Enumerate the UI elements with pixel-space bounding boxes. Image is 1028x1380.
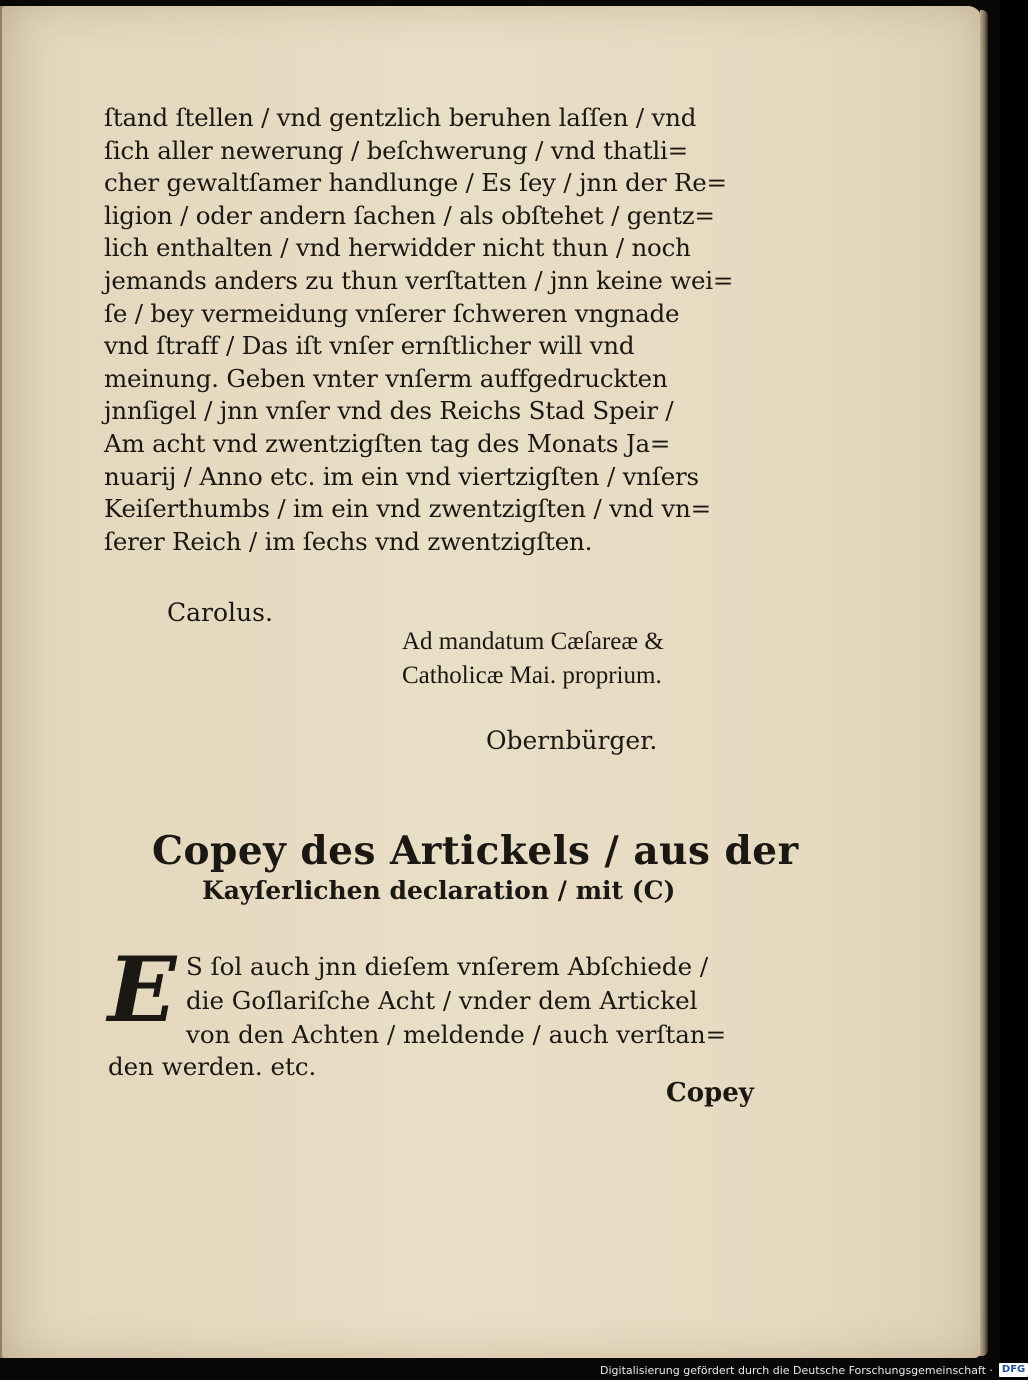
body-line: ſe / bey vermeidung vnſerer ſchweren vngnade	[104, 298, 680, 328]
paragraph-line: S ſol auch jnn dieſem vnſerem Abſchiede /	[186, 952, 709, 981]
body-line: vnd ſtraff / Das iſt vnſer ernſtlicher will vnd	[104, 331, 635, 361]
funding-credit: Digitalisierung gefördert durch die Deutsche Forschungsgemeinschaft ·	[600, 1363, 993, 1377]
body-line: Am acht vnd zwentzigſten tag des Monats Ja=	[104, 428, 671, 458]
paragraph-line: die Goſlariſche Acht / vnder dem Artickel	[186, 986, 698, 1015]
signature-carolus: Carolus.	[167, 598, 273, 627]
body-line: ſich aller newerung / beſchwerung / vnd thatli=	[104, 135, 688, 165]
paragraph-last-line: den werden. etc.	[108, 1052, 317, 1081]
mandate-line-1: Ad mandatum Cæſareæ &	[402, 628, 664, 655]
body-line: jnnſigel / jnn vnſer vnd des Reichs Stad Speir /	[104, 396, 674, 426]
body-line: ſerer Reich / im ſechs vnd zwentzigſten.	[104, 526, 593, 556]
paragraph-line: von den Achten / meldende / auch verſtan=	[186, 1020, 727, 1049]
decorated-initial: E	[107, 937, 177, 1043]
body-line: lich enthalten / vnd herwidder nicht thun / noch	[104, 233, 691, 263]
mandate-line-2: Catholicæ Mai. proprium.	[402, 662, 662, 689]
body-line: ligion / oder andern ſachen / als obſtehet / gentz=	[104, 200, 715, 230]
paragraph	[186, 950, 726, 1052]
body-line: ſtand ſtellen / vnd gentzlich beruhen laſſen / vnd	[104, 103, 697, 132]
body-line: meinung. Geben vnter vnſerm auffgedruckten	[104, 363, 668, 393]
body-text	[104, 102, 764, 558]
body-line: jemands anders zu thun verſtatten / jnn keine wei=	[104, 265, 734, 295]
dfg-logo-icon: DFG	[999, 1363, 1028, 1377]
catchword: Copey	[666, 1078, 754, 1108]
body-line: Keiſerthumbs / im ein vnd zwentzigſten / vnd vn=	[104, 494, 711, 524]
footer	[600, 1361, 1028, 1379]
book-page	[2, 6, 982, 1358]
signature-obernburger: Obernbürger.	[486, 726, 658, 755]
section-heading: Copey des Artickels / aus der	[152, 828, 799, 874]
page-edge	[980, 10, 988, 1356]
body-line: nuarij / Anno etc. im ein vnd viertzigſten / vnſers	[104, 461, 699, 491]
body-line: cher gewaltſamer handlunge / Es ſey / jnn der Re=	[104, 168, 727, 198]
section-subheading: Kayſerlichen declaration / mit (C)	[202, 876, 676, 905]
